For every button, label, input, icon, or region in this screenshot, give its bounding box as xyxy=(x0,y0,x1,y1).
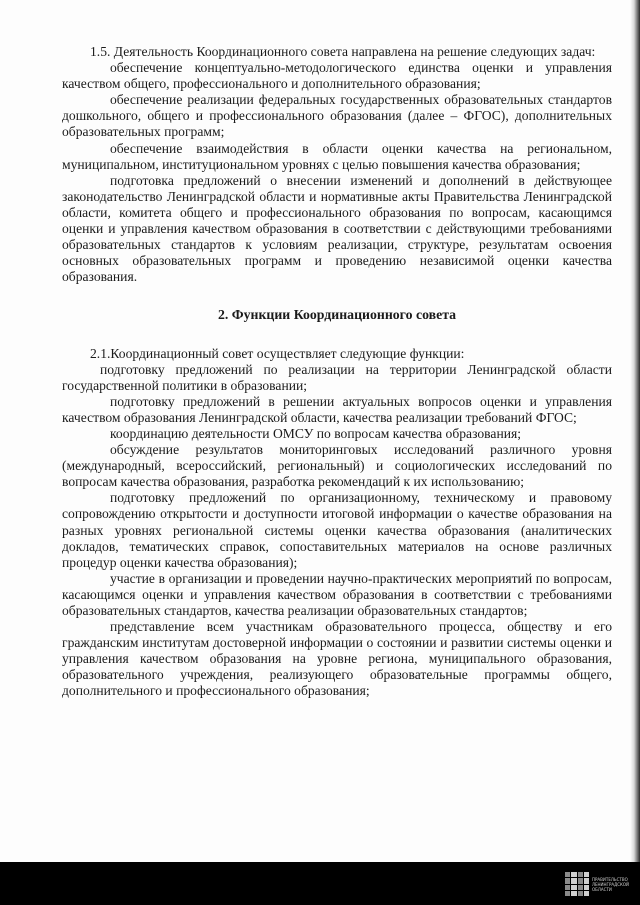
emblem-icon xyxy=(565,872,589,896)
function-item: подготовку предложений в решении актуальных вопросов оценки и управления качеством образования Ленинградской области, качества реализации требований ФГОС; xyxy=(62,393,612,425)
scan-edge-shadow xyxy=(630,0,640,862)
task-item: подготовка предложений о внесении изменений и дополнений в действующее законодательство Ленинградской области и нормативные акты Правительства Ленинградской области, комитета общего и профессионального образования по вопросам, касающимся оценки и управления качеством образования в соответствии с действующими требованиями образовательных стандартов к условиям реализации, структуре, результатам освоения основных образовательных программ и проведению независимой оценки качества образования. xyxy=(62,172,612,285)
paragraph-2-1: 2.1.Координационный совет осуществляет следующие функции: xyxy=(90,345,465,361)
function-item: подготовку предложений по организационному, техническому и правовому сопровождению открытости и доступности итоговой информации о качестве образования на разных уровнях региональной системы оценки качества образования (аналитических докладов, тематических справок, сопоставительных материалов на основе различных процедур оценки качества образования); xyxy=(62,490,612,570)
task-item: обеспечение концептуально-методологического единства оценки и управления качеством общего, профессионального и дополнительного образования; xyxy=(62,60,612,92)
government-stamp xyxy=(565,868,633,900)
task-item: обеспечение взаимодействия в области оценки качества на региональном, муниципальном, институциональном уровнях с целью повышения качества образования; xyxy=(62,140,612,172)
function-item: подготовку предложений по реализации на территории Ленинградской области государственной политики в образовании; xyxy=(62,361,612,393)
paragraph-1-5: 1.5. Деятельность Координационного совета направлена на решение следующих задач: xyxy=(90,44,596,59)
stamp-text: ПРАВИТЕЛЬСТВО ЛЕНИНГРАДСКОЙ ОБЛАСТИ xyxy=(592,876,630,892)
section-heading: 2. Функции Координационного совета xyxy=(217,307,457,323)
task-item: обеспечение реализации федеральных государственных образовательных стандартов дошкольного, общего и профессионального образования (далее – ФГОС), дополнительных образовательных программ; xyxy=(62,92,612,140)
function-item: координацию деятельности ОМСУ по вопросам качества образования; xyxy=(110,425,522,441)
footer-bar xyxy=(0,862,640,905)
function-item: представление всем участникам образовательного процесса, обществу и его гражданским институтам достоверной информации о состоянии и развитии системы оценки и управления качеством образования на уровне региона, муниципального образования, образовательного учреждения, реализующего образовательные программы общего, дополнительного и профессионального образования; xyxy=(62,619,612,699)
function-item: обсуждение результатов мониторинговых исследований различного уровня (международный, всероссийский, региональный) и социологических исследований по вопросам качества образования, разработка рекомендаций к их использованию; xyxy=(62,442,612,490)
document-body xyxy=(62,44,612,700)
function-item: участие в организации и проведении научно-практических мероприятий по вопросам, касающимся оценки и управления качеством образования в соответствии с требованиями образовательных стандартов, качества реализации образовательных стандартов; xyxy=(62,570,612,618)
